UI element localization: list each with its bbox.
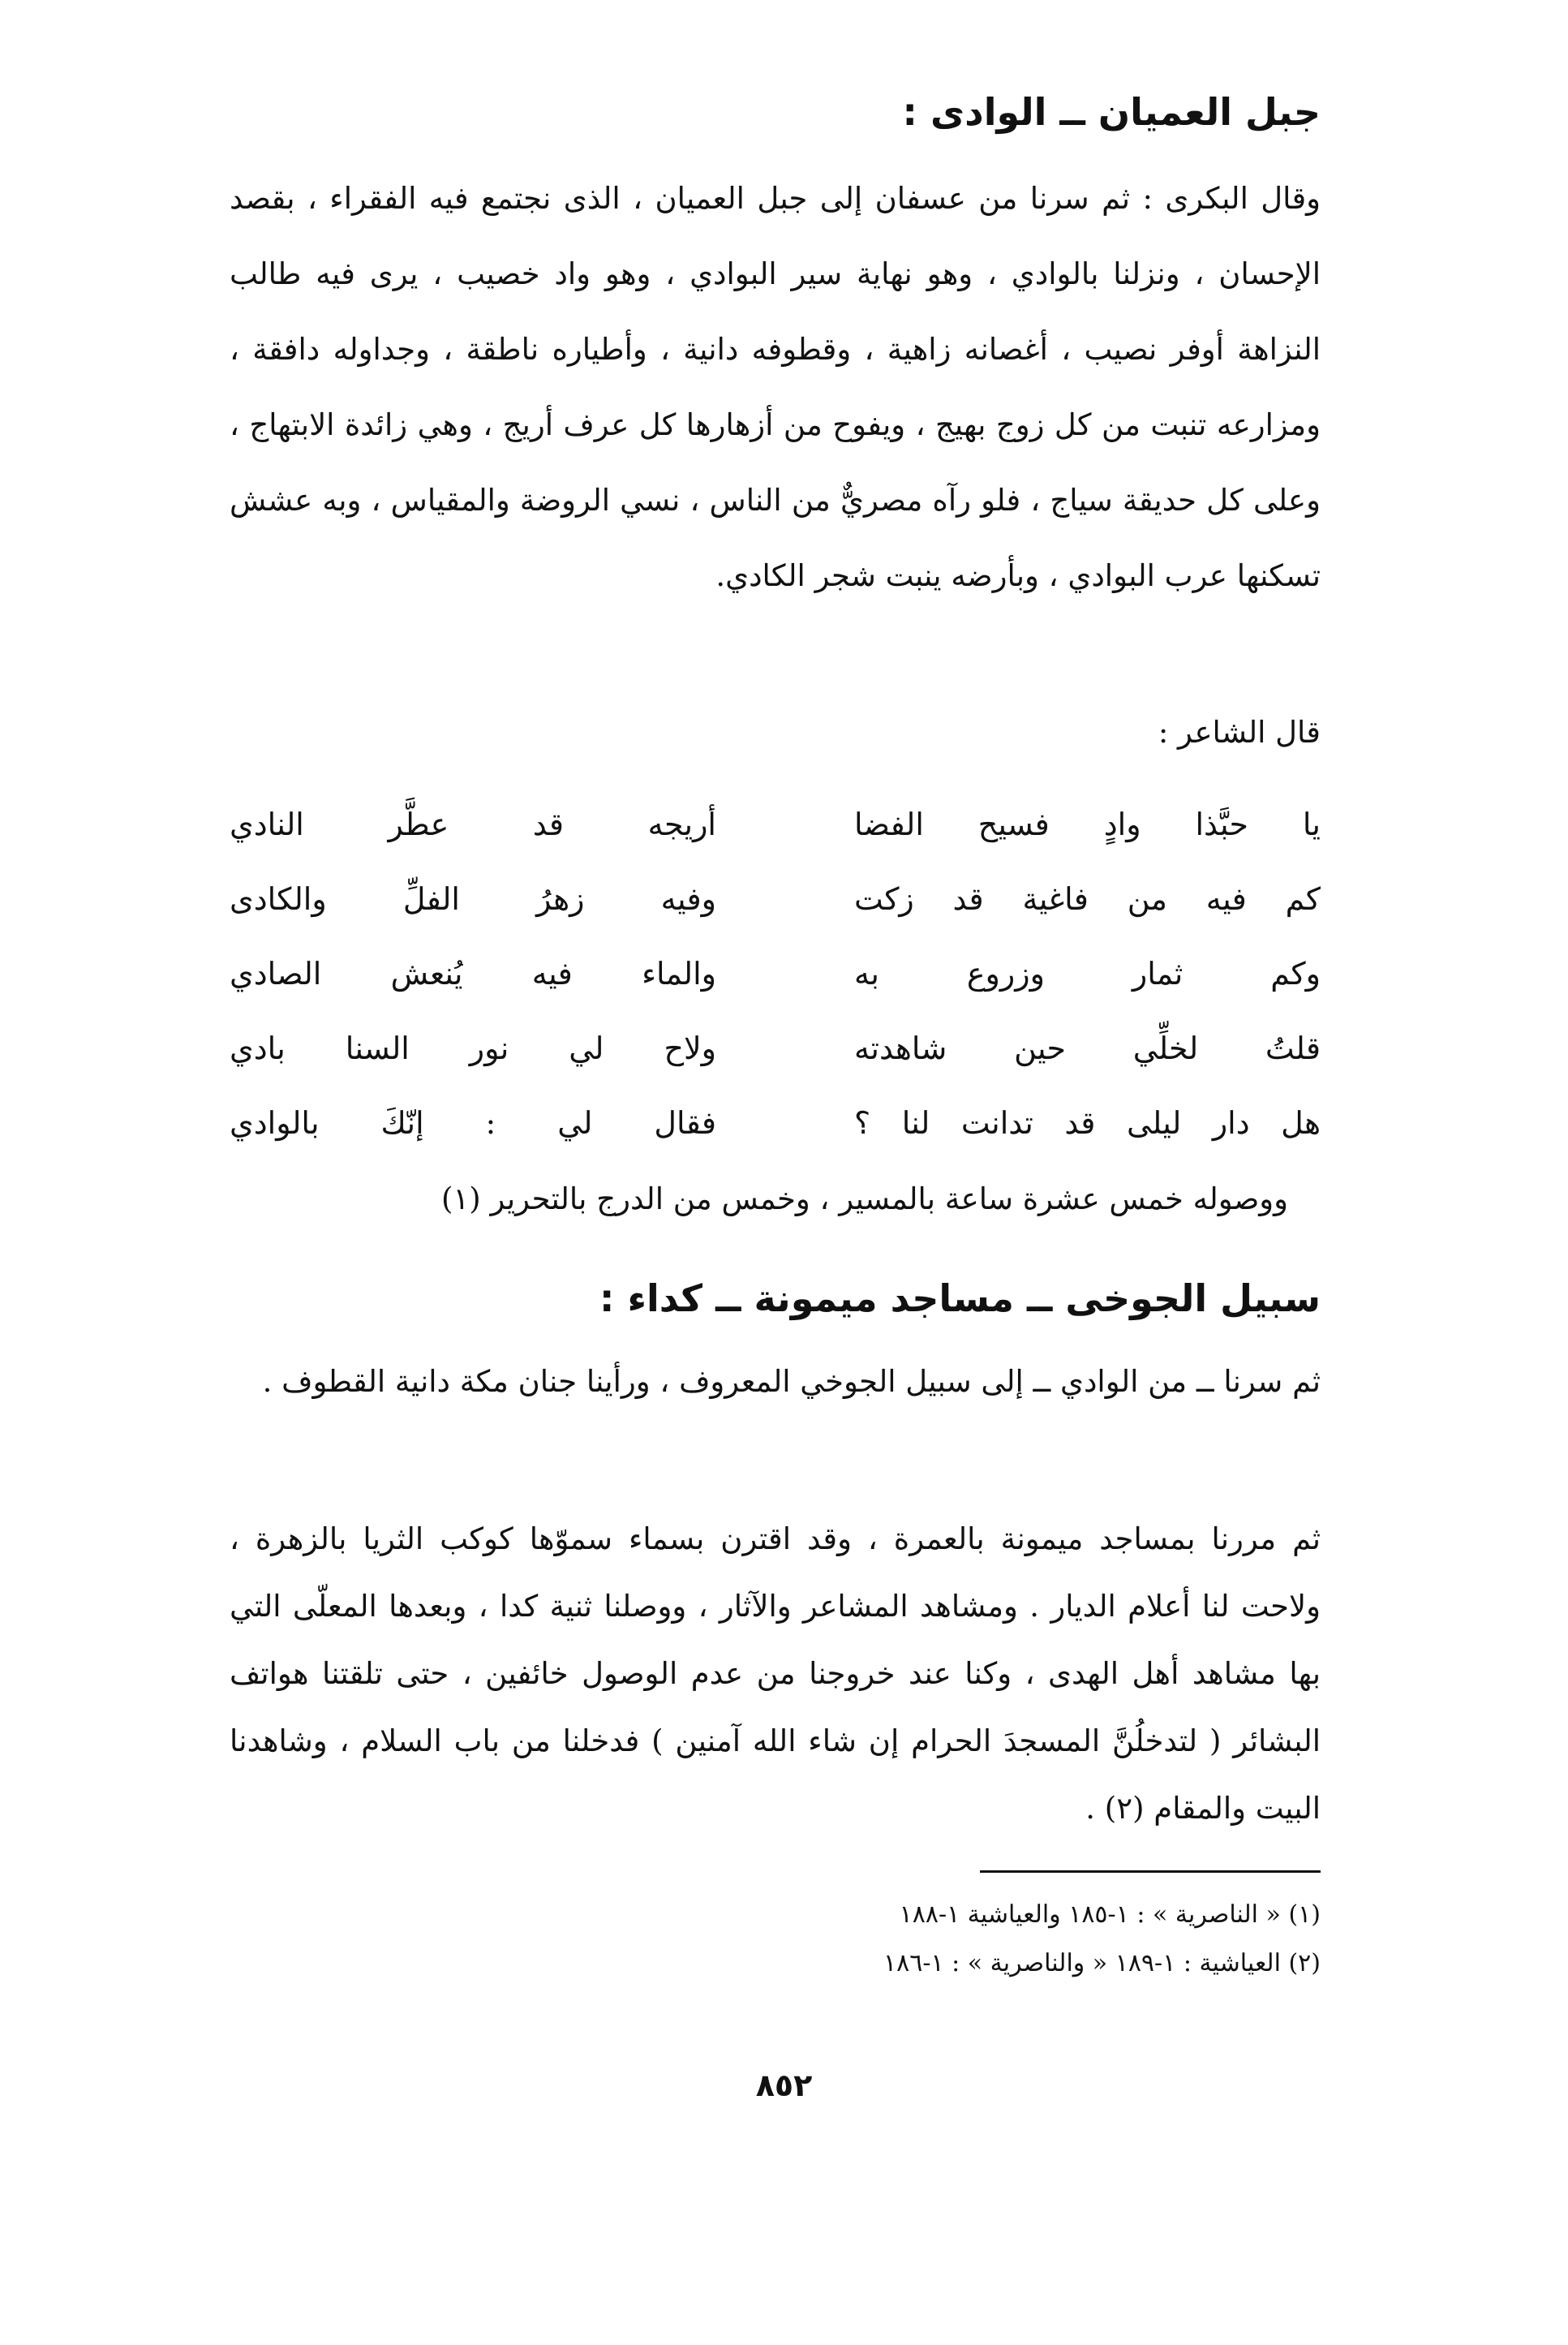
verse-second-hemistich: والماء فيه يُنعش الصادي	[230, 956, 716, 992]
poem-verse	[230, 936, 1321, 1011]
poem-verse	[230, 1086, 1321, 1160]
verse-second-hemistich: ولاح لي نور السنا بادي	[230, 1031, 716, 1066]
closing-line: ووصوله خمس عشرة ساعة بالمسير ، وخمس من الدرج بالتحرير (١)	[440, 1181, 1288, 1216]
paragraph-masajid-maymuna: ثم مررنا بمساجد ميمونة بالعمرة ، وقد اقترن بسماء سموّها كوكب الثريا بالزهرة ، ولاحت لنا أعلام الديار . ومشاهد المشاعر والآثار ، ووصلنا ثنية كدا ، وبعدها المعلّى التي بها مشاهد أهل الهدى ، وكنا عند خروجنا من عدم الوصول خائفين ، حتى تلقتنا هواتف البشائر ( لتدخلُنَّ المسجدَ الحرام إن شاء الله آمنين ) فدخلنا من باب السلام ، وشاهدنا البيت والمقام (٢) .	[230, 1521, 1321, 1826]
section-1-body	[230, 161, 1321, 613]
verse-first-hemistich: هل دار ليلى قد تدانت لنا ؟	[854, 1105, 1321, 1141]
poet-intro: قال الشاعر :	[1158, 715, 1321, 750]
paragraph-bakri-description: وقال البكرى : ثم سرنا من عسفان إلى جبل العميان ، الذى نجتمع فيه الفقراء ، بقصد الإحسان ، ونزلنا بالوادي ، وهو نهاية سير البوادي ، وهو واد خصيب ، يرى فيه طالب النزاهة أوفر نصيب ، أغصانه زاهية ، وقطوفه دانية ، وأطياره ناطقة ، وجداوله دافقة ، ومزارعه تنبت من كل زوج بهيج ، ويفوح من أزهارها كل عرف أريج ، وهي زائدة الابتهاج ، وعلى كل حديقة سياج ، فلو رآه مصريٌّ من الناس ، نسي الروضة والمقياس ، وبه عشش تسكنها عرب البوادي ، وبأرضه ينبت شجر الكادي.	[230, 181, 1321, 593]
closing-line-block	[250, 1175, 1288, 1224]
footnote-rule	[980, 1870, 1321, 1873]
heading-sabil-al-jukhi: سبيل الجوخى ــ مساجد ميمونة ــ كداء :	[599, 1276, 1321, 1320]
poem-verse	[230, 1011, 1321, 1086]
poet-intro-block	[230, 708, 1321, 757]
footnote-2: (٢) العياشية : ١-١٨٩ « والناصرية » : ١-١٨٦	[883, 1949, 1321, 1977]
section-heading-1	[230, 88, 1321, 136]
page-number: ٨٥٢	[755, 2067, 813, 2103]
section-heading-2	[230, 1274, 1321, 1323]
verse-first-hemistich: وكم ثمار وزروع به	[854, 956, 1321, 992]
section-2-paragraph-2-block	[230, 1505, 1321, 1842]
verse-first-hemistich: كم فيه من فاغية قد زكت	[854, 881, 1321, 917]
poem-verse	[230, 862, 1321, 936]
verse-second-hemistich: فقال لي : إنّكَ بالوادي	[230, 1105, 716, 1141]
section-2-paragraph-1-block	[230, 1347, 1321, 1417]
verse-first-hemistich: قلتُ لخلِّي حين شاهدته	[854, 1031, 1321, 1066]
verse-second-hemistich: وفيه زهرُ الفلِّ والكادى	[230, 881, 716, 917]
footnote-1: (١) « الناصرية » : ١-١٨٥ والعياشية ١-١٨٨	[899, 1900, 1321, 1929]
verse-first-hemistich: يا حبَّذا وادٍ فسيح الفضا	[854, 807, 1321, 842]
poem-verse	[230, 787, 1321, 862]
verse-second-hemistich: أريجه قد عطَّر النادي	[230, 807, 716, 842]
heading-jabal-al-umyan: جبل العميان ــ الوادى :	[902, 90, 1321, 134]
paragraph-sabil: ثم سرنا ــ من الوادي ــ إلى سبيل الجوخي المعروف ، ورأينا جنان مكة دانية القطوف .	[262, 1364, 1321, 1399]
